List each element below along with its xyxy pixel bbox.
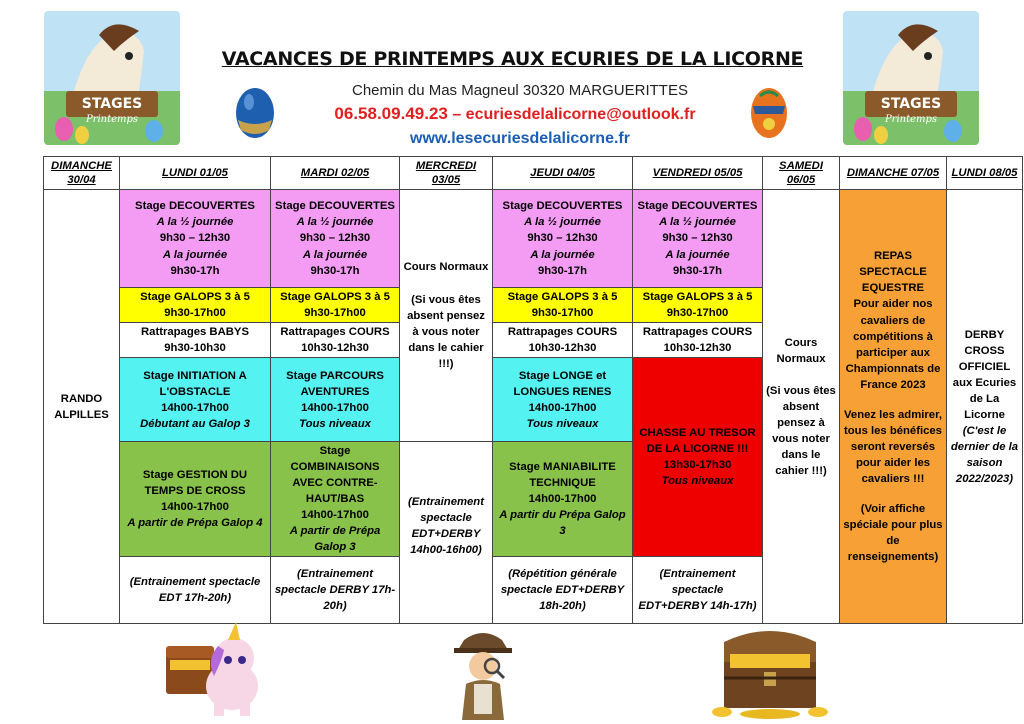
day-header: LUNDI 08/05 <box>947 157 1023 190</box>
address: Chemin du Mas Magneul 30320 MARGUERITTES <box>352 82 688 99</box>
wednesday-evening: (Entrainement spectacle EDT+DERBY 14h00-16h00) <box>400 442 493 624</box>
stages-printemps-logo-left <box>44 11 180 145</box>
tuesday-rattrapages: Rattrapages COURS 10h30-12h30 <box>271 323 400 358</box>
monday08-cell: DERBY CROSS OFFICIEL aux Ecuries de La Licorne (C'est le dernier de la saison 2022/2023) <box>947 190 1023 624</box>
tuesday-galops: Stage GALOPS 3 à 5 9h30-17h00 <box>271 288 400 323</box>
website-link[interactable]: www.lesecuriesdelalicorne.fr <box>410 130 630 147</box>
contact-separator: – <box>447 106 466 123</box>
day-header: VENDREDI 05/05 <box>633 157 763 190</box>
header-row <box>44 157 1023 190</box>
svg-text:STAGES: STAGES <box>880 96 942 112</box>
monday-evening: (Entrainement spectacle EDT 17h-20h) <box>120 557 271 624</box>
friday-decouvertes: Stage DECOUVERTES A la ½ journée 9h30 – 12h30 A la journée 9h30-17h <box>633 190 763 288</box>
monday-galops: Stage GALOPS 3 à 5 9h30-17h00 <box>120 288 271 323</box>
thursday-stage-maniabilite: Stage MANIABILITE TECHNIQUE 14h00-17h00 A partir du Prépa Galop 3 <box>493 442 633 557</box>
svg-text:Printemps: Printemps <box>884 114 938 125</box>
rando-alpilles: RANDO ALPILLES <box>54 392 109 421</box>
contact-line <box>255 104 775 124</box>
day-header: LUNDI 01/05 <box>120 157 271 190</box>
tuesday-evening: (Entrainement spectacle DERBY 17h-20h) <box>271 557 400 624</box>
monday-decouvertes: Stage DECOUVERTES A la ½ journée 9h30 – 12h30 A la journée 9h30-17h <box>120 190 271 288</box>
email-link[interactable]: ecuriesdelalicorne@outlook.fr <box>465 106 696 123</box>
day-header: DIMANCHE 07/05 <box>840 157 947 190</box>
tuesday-stage-parcours: Stage PARCOURS AVENTURES 14h00-17h00 Tous niveaux <box>271 358 400 442</box>
sunday30-cell <box>44 190 120 624</box>
tuesday-decouvertes: Stage DECOUVERTES A la ½ journée 9h30 – 12h30 A la journée 9h30-17h <box>271 190 400 288</box>
friday-chasse-au-tresor: CHASSE AU TRESOR DE LA LICORNE !!! 13h30-17h30 Tous niveaux <box>633 358 763 557</box>
day-header: SAMEDI 06/05 <box>763 157 840 190</box>
day-header: MERCREDI 03/05 <box>400 157 493 190</box>
friday-rattrapages: Rattrapages COURS 10h30-12h30 <box>633 323 763 358</box>
thursday-decouvertes: Stage DECOUVERTES A la ½ journée 9h30 – 12h30 A la journée 9h30-17h <box>493 190 633 288</box>
saturday-cell: Cours Normaux (Si vous êtes absent pensez à vous noter dans le cahier !!!) <box>763 190 840 624</box>
friday-evening: (Entrainement spectacle EDT+DERBY 14h-17h) <box>633 557 763 624</box>
thursday-rattrapages: Rattrapages COURS 10h30-12h30 <box>493 323 633 358</box>
wednesday-cours-cell: Cours Normaux (Si vous êtes absent pensez à vous noter dans le cahier !!!) <box>400 190 493 442</box>
monday-rattrapages: Rattrapages BABYS 9h30-10h30 <box>120 323 271 358</box>
treasure-chest-icon <box>710 622 830 720</box>
page-title: VACANCES DE PRINTEMPS AUX ECURIES DE LA LICORNE <box>221 48 804 70</box>
thursday-evening: (Répétition générale spectacle EDT+DERBY 18h-20h) <box>493 557 633 624</box>
monday-stage-initiation: Stage INITIATION A L'OBSTACLE 14h00-17h00 Débutant au Galop 3 <box>120 358 271 442</box>
svg-text:STAGES: STAGES <box>81 96 143 112</box>
day-header: MARDI 02/05 <box>271 157 400 190</box>
tuesday-stage-combinaisons: Stage COMBINAISONS AVEC CONTRE-HAUT/BAS 14h00-17h00 A partir de Prépa Galop 3 <box>271 442 400 557</box>
svg-text:Printemps: Printemps <box>85 114 139 125</box>
sunday07-cell: REPAS SPECTACLE EQUESTRE Pour aider nos cavaliers de compétitions à participer aux Championnats de France 2023 Venez les admirer, tous les bénéfices seront reversés pour aider les cavaliers !!! (Voir affiche spéciale pour plus de renseignements) <box>840 190 947 624</box>
easter-egg-ornate-icon <box>748 84 790 140</box>
schedule-table <box>43 156 1023 624</box>
stages-printemps-logo-right <box>843 11 979 145</box>
monday-stage-gestion: Stage GESTION DU TEMPS DE CROSS 14h00-17h00 A partir de Prépa Galop 4 <box>120 442 271 557</box>
easter-egg-blue-icon <box>233 84 277 140</box>
friday-galops: Stage GALOPS 3 à 5 9h30-17h00 <box>633 288 763 323</box>
phone-number: 06.58.09.49.23 <box>334 104 448 123</box>
day-header: DIMANCHE 30/04 <box>44 157 120 190</box>
detective-icon <box>452 626 514 720</box>
day-header: JEUDI 04/05 <box>493 157 633 190</box>
thursday-stage-longe: Stage LONGE et LONGUES RENES 14h00-17h00 Tous niveaux <box>493 358 633 442</box>
unicorn-treasure-icon <box>162 620 270 720</box>
thursday-galops: Stage GALOPS 3 à 5 9h30-17h00 <box>493 288 633 323</box>
